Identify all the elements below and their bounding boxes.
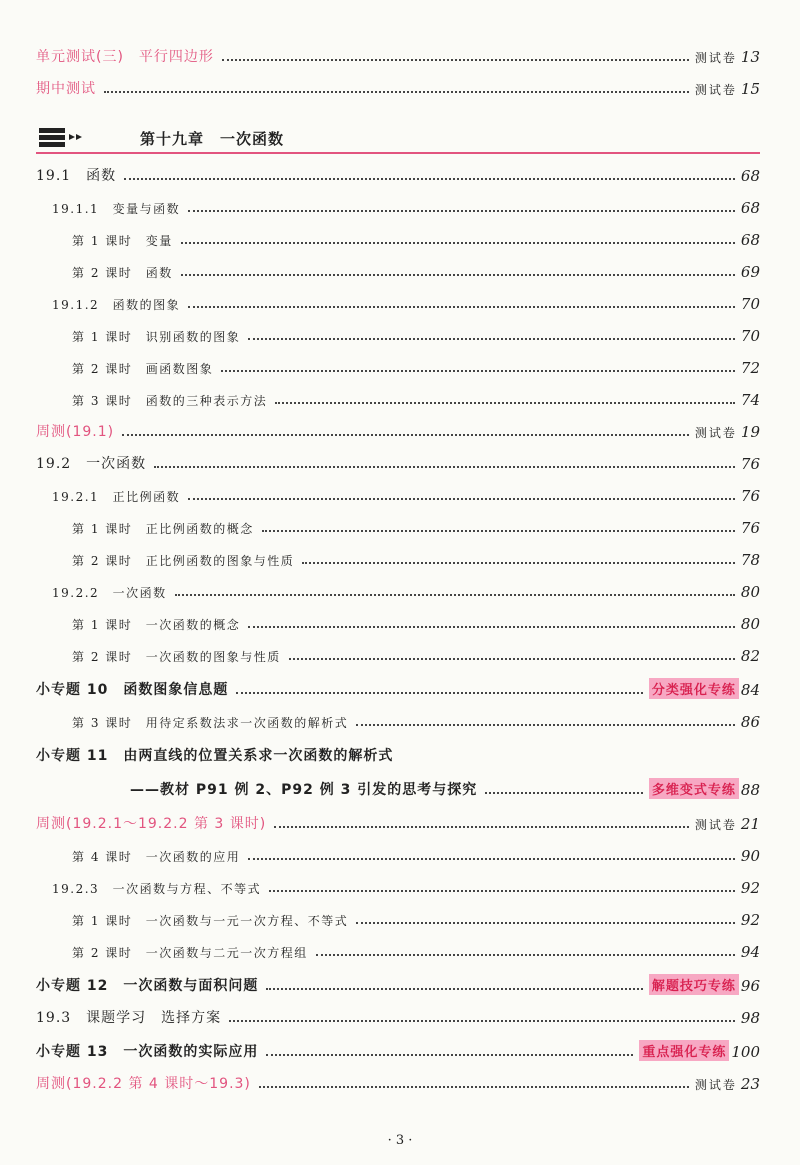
- toc-entry-19-2-1[interactable]: [52, 483, 760, 505]
- toc-entry-title: 期中测试: [36, 81, 96, 97]
- toc-entry-title: 小专题 10 函数图象信息题: [36, 682, 229, 698]
- toc-entry-page: 78: [740, 551, 760, 569]
- toc-entry-page: 94: [740, 943, 760, 961]
- toc-entry-title: 第 2 课时 一次函数与二元一次方程组: [72, 946, 308, 960]
- chapter-heading: [36, 122, 760, 154]
- toc-entry-page: 80: [740, 583, 760, 601]
- leader-dots: [316, 954, 735, 956]
- leader-dots: [222, 59, 689, 61]
- toc-entry-title: 第 1 课时 一次函数与一元一次方程、不等式: [72, 914, 349, 928]
- leader-dots: [236, 692, 643, 694]
- toc-entry-unit-test-3[interactable]: [36, 44, 760, 66]
- toc-entry-weekly-test[interactable]: [36, 811, 760, 833]
- leader-dots: [188, 498, 735, 500]
- toc-entry-19-2-3[interactable]: [52, 875, 760, 897]
- chapter-title: 第十九章 一次函数: [140, 130, 285, 148]
- toc-entry-page: 88: [740, 781, 760, 799]
- toc-entry-page: 72: [740, 359, 760, 377]
- leader-dots: [221, 370, 735, 372]
- leader-dots: [248, 858, 735, 860]
- toc-entry-lesson[interactable]: [72, 547, 760, 569]
- toc-entry-topic-13[interactable]: [36, 1039, 760, 1061]
- toc-entry-title: 周测(19.1): [36, 424, 115, 440]
- toc-entry-lesson[interactable]: [72, 939, 760, 961]
- toc-entry-page: 84: [740, 681, 760, 699]
- toc-entry-lesson[interactable]: [72, 515, 760, 537]
- toc-entry-page: 19: [740, 423, 760, 441]
- toc-entry-lesson[interactable]: [72, 907, 760, 929]
- toc-entry-title: 第 1 课时 正比例函数的概念: [72, 522, 254, 536]
- leader-dots: [248, 338, 735, 340]
- leader-dots: [104, 91, 689, 93]
- toc-entry-title: 第 1 课时 识别函数的图象: [72, 330, 241, 344]
- test-paper-label: 测试卷: [694, 1078, 737, 1092]
- toc-entry-19-1[interactable]: [36, 163, 760, 185]
- leader-dots: [356, 724, 735, 726]
- test-paper-label: 测试卷: [694, 83, 737, 97]
- toc-entry-lesson[interactable]: [72, 843, 760, 865]
- toc-entry-page: 69: [740, 263, 760, 281]
- leader-dots: [485, 792, 643, 794]
- practice-badge: 重点强化专练: [639, 1040, 729, 1061]
- toc-entry-topic-10[interactable]: [36, 677, 760, 699]
- leader-dots: [154, 466, 735, 468]
- leader-dots: [266, 1054, 633, 1056]
- toc-entry-title: 19.1 函数: [36, 168, 117, 184]
- leader-dots: [181, 242, 735, 244]
- toc-entry-lesson[interactable]: [72, 355, 760, 377]
- toc-entry-page: 68: [740, 231, 760, 249]
- toc-entry-page: 21: [740, 815, 760, 833]
- toc-entry-title: 第 2 课时 正比例函数的图象与性质: [72, 554, 295, 568]
- leader-dots: [175, 594, 735, 596]
- toc-entry-lesson[interactable]: [72, 387, 760, 409]
- toc-entry-title: 周测(19.2.2 第 4 课时～19.3): [36, 1076, 251, 1092]
- toc-entry-title: 19.2 一次函数: [36, 456, 147, 472]
- toc-entry-lesson[interactable]: [72, 227, 760, 249]
- toc-entry-title: 19.2.3 一次函数与方程、不等式: [52, 882, 262, 896]
- toc-entry-title: 19.1.2 函数的图象: [52, 298, 181, 312]
- toc-entry-page: 76: [740, 455, 760, 473]
- leader-dots: [122, 434, 689, 436]
- toc-entry-title: 第 1 课时 一次函数的概念: [72, 618, 241, 632]
- leader-dots: [229, 1020, 735, 1022]
- toc-entry-19-2[interactable]: [36, 451, 760, 473]
- test-paper-label: 测试卷: [694, 51, 737, 65]
- leader-dots: [289, 658, 735, 660]
- book-stack-icon: [38, 126, 88, 148]
- leader-dots: [181, 274, 735, 276]
- toc-entry-19-3[interactable]: [36, 1005, 760, 1027]
- leader-dots: [274, 826, 689, 828]
- toc-entry-lesson[interactable]: [72, 259, 760, 281]
- toc-entry-page: 23: [740, 1075, 760, 1093]
- toc-entry-topic-11-title[interactable]: 小专题 11 由两直线的位置关系求一次函数的解析式: [36, 748, 394, 764]
- toc-entry-title: 小专题 12 一次函数与面积问题: [36, 978, 259, 994]
- toc-entry-page: 96: [740, 977, 760, 995]
- toc-entry-page: 70: [740, 327, 760, 345]
- toc-entry-title: 单元测试(三) 平行四边形: [36, 49, 214, 65]
- test-paper-label: 测试卷: [694, 426, 737, 440]
- toc-entry-page: 92: [740, 879, 760, 897]
- leader-dots: [356, 922, 735, 924]
- leader-dots: [275, 402, 735, 404]
- toc-entry-weekly-test[interactable]: [36, 419, 760, 441]
- leader-dots: [269, 890, 735, 892]
- leader-dots: [262, 530, 735, 532]
- toc-entry-page: 100: [731, 1043, 760, 1061]
- toc-entry-title: 第 3 课时 用待定系数法求一次函数的解析式: [72, 716, 349, 730]
- leader-dots: [302, 562, 735, 564]
- toc-entry-title: 19.2.1 正比例函数: [52, 490, 181, 504]
- toc-entry-19-2-2[interactable]: [52, 579, 760, 601]
- toc-entry-19-1-2[interactable]: [52, 291, 760, 313]
- toc-entry-page: 70: [740, 295, 760, 313]
- page-number: · 3 ·: [387, 1133, 413, 1148]
- practice-badge: 分类强化专练: [649, 678, 739, 699]
- toc-entry-title: 第 2 课时 画函数图象: [72, 362, 214, 376]
- toc-entry-topic-12[interactable]: [36, 973, 760, 995]
- toc-entry-page: 76: [740, 487, 760, 505]
- toc-entry-lesson[interactable]: [72, 643, 760, 665]
- toc-entry-title: 小专题 13 一次函数的实际应用: [36, 1044, 259, 1060]
- leader-dots: [266, 988, 643, 990]
- toc-entry-page: 68: [740, 167, 760, 185]
- toc-entry-page: 92: [740, 911, 760, 929]
- toc-entry-page: 76: [740, 519, 760, 537]
- test-paper-label: 测试卷: [694, 818, 737, 832]
- leader-dots: [188, 210, 735, 212]
- toc-entry-title: ——教材 P91 例 2、P92 例 3 引发的思考与探究: [130, 782, 478, 798]
- toc-entry-topic-11-subtitle[interactable]: [130, 777, 760, 799]
- toc-entry-title: 周测(19.2.1～19.2.2 第 3 课时): [36, 816, 267, 832]
- toc-entry-page: 98: [740, 1009, 760, 1027]
- leader-dots: [124, 178, 735, 180]
- leader-dots: [248, 626, 735, 628]
- toc-entry-title: 第 2 课时 函数: [72, 266, 173, 280]
- toc-entry-lesson[interactable]: [72, 709, 760, 731]
- toc-entry-title: 第 2 课时 一次函数的图象与性质: [72, 650, 281, 664]
- toc-entry-title: 19.2.2 一次函数: [52, 586, 167, 600]
- leader-dots: [188, 306, 735, 308]
- toc-entry-page: 13: [740, 48, 760, 66]
- toc-entry-page: 80: [740, 615, 760, 633]
- toc-entry-lesson[interactable]: [72, 611, 760, 633]
- leader-dots: [259, 1086, 689, 1088]
- toc-entry-page: 15: [740, 80, 760, 98]
- practice-badge: 多维变式专练: [649, 778, 739, 799]
- toc-entry-19-1-1[interactable]: [52, 195, 760, 217]
- toc-entry-page: 86: [740, 713, 760, 731]
- toc-entry-page: 74: [740, 391, 760, 409]
- toc-entry-title: 第 3 课时 函数的三种表示方法: [72, 394, 268, 408]
- toc-entry-lesson[interactable]: [72, 323, 760, 345]
- toc-entry-title: 第 4 课时 一次函数的应用: [72, 850, 241, 864]
- toc-entry-title: 19.3 课题学习 选择方案: [36, 1010, 222, 1026]
- toc-entry-page: 68: [740, 199, 760, 217]
- toc-entry-weekly-test[interactable]: [36, 1071, 760, 1093]
- toc-entry-title: 第 1 课时 变量: [72, 234, 173, 248]
- toc-entry-page: 82: [740, 647, 760, 665]
- toc-entry-page: 90: [740, 847, 760, 865]
- toc-entry-title: 19.1.1 变量与函数: [52, 202, 181, 216]
- practice-badge: 解题技巧专练: [649, 974, 739, 995]
- toc-entry-midterm[interactable]: [36, 76, 760, 98]
